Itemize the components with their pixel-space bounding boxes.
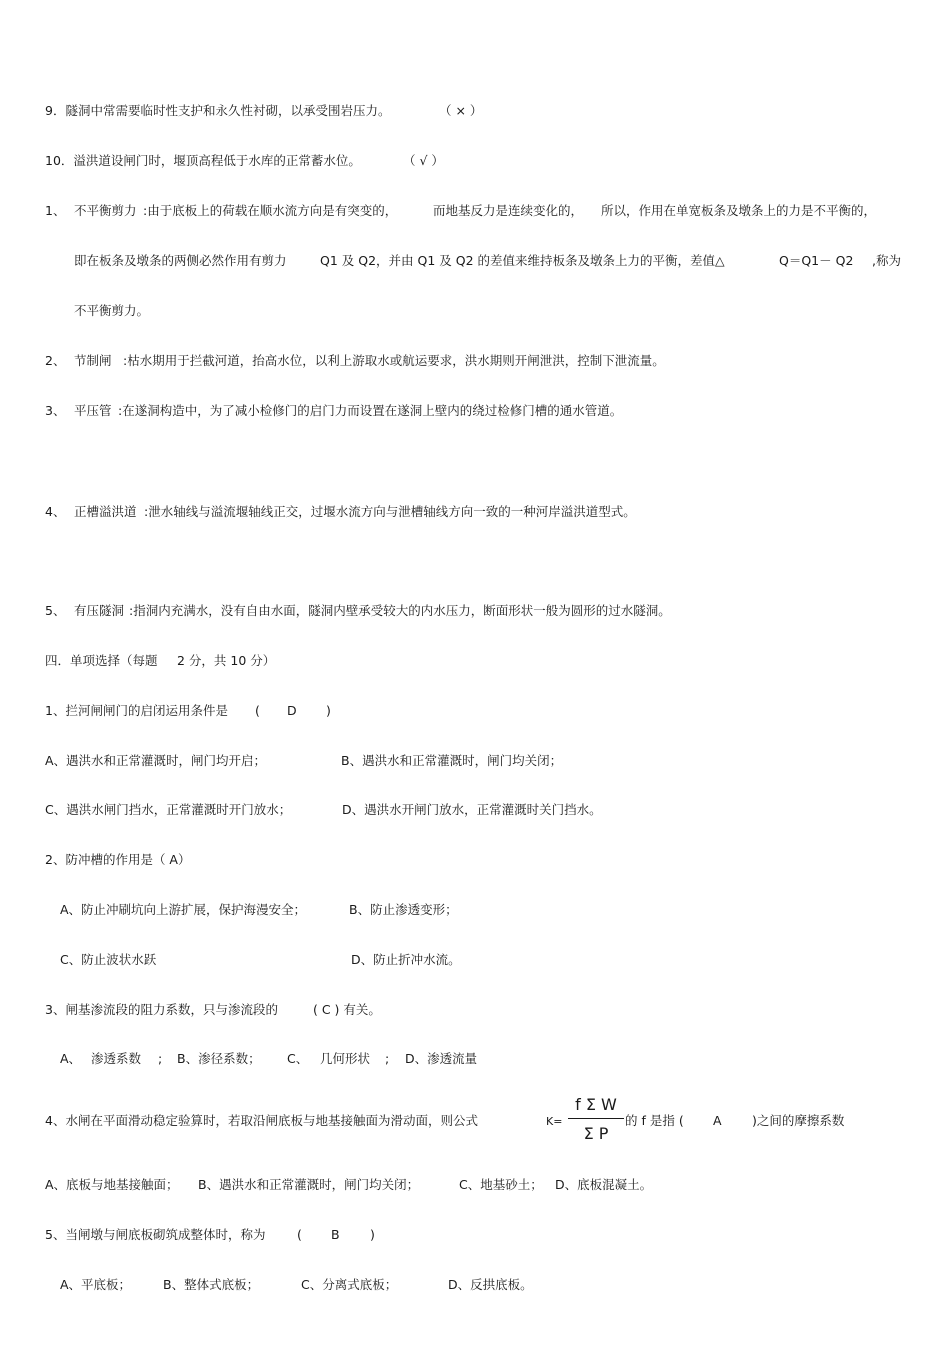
answer-letter: A — [713, 1113, 722, 1128]
definition-1-line-2 — [74, 253, 901, 269]
option-b: B、整体式底板； — [163, 1277, 260, 1292]
definition-1-line-1 — [45, 203, 877, 219]
answer-letter: B — [331, 1227, 340, 1242]
definition-2 — [45, 353, 665, 369]
definition-number: 5、 — [45, 603, 66, 618]
option-c: C、遇洪水闸门挡水，正常灌溉时开门放水； — [45, 802, 292, 817]
option-a-label: A、 — [60, 1051, 82, 1066]
option-c: C、防止波状水跃 — [60, 952, 157, 967]
question-1-stem — [45, 703, 331, 719]
question-1-options-cd — [45, 802, 602, 818]
definition-text: Q＝Q1－ Q2 — [779, 253, 854, 268]
definition-term: 不平衡剪力 — [74, 203, 137, 218]
judgement-item-10 — [45, 153, 444, 169]
definition-text: ,称为 — [872, 253, 901, 268]
section-title-part: 2 分，共 10 分） — [177, 653, 276, 668]
definition-number: 1、 — [45, 203, 66, 218]
question-4-options — [45, 1177, 653, 1193]
friction-formula — [546, 1093, 856, 1145]
question-2-stem — [45, 852, 190, 868]
definition-number: 2、 — [45, 353, 66, 368]
option-c: C、分离式底板； — [301, 1277, 398, 1292]
section-title — [45, 653, 276, 669]
formula-after-text: )之间的摩擦系数 — [752, 1113, 845, 1128]
question-5-stem — [45, 1227, 375, 1243]
answer-paren: ( — [297, 1227, 302, 1242]
definition-text: :由于底板上的荷载在顺水流方向是有突变的， — [143, 203, 398, 218]
section-title-part: 四．单项选择（每题 — [45, 653, 158, 668]
question-stem: 5、当闸墩与闸底板砌筑成整体时，称为 — [45, 1227, 266, 1242]
option-separator: ; — [385, 1051, 390, 1066]
option-c-label: C、 — [287, 1051, 309, 1066]
option-b: B、遇洪水和正常灌溉时，闸门均关闭； — [198, 1177, 420, 1192]
definition-term: 正槽溢洪道 — [74, 504, 137, 519]
question-1-options-ab — [45, 753, 563, 769]
option-a: A、平底板； — [60, 1277, 132, 1292]
option-d: D、防止折冲水流。 — [351, 952, 461, 967]
definition-term: 平压管 — [74, 403, 112, 418]
judgement-text: 9．隧洞中常需要临时性支护和永久性衬砌，以承受围岩压力。 — [45, 103, 391, 118]
option-b: B、遇洪水和正常灌溉时，闸门均关闭； — [341, 753, 563, 768]
question-stem: 2、防冲槽的作用是（ A） — [45, 852, 191, 867]
option-c: C、地基砂土； — [459, 1177, 543, 1192]
definition-text: :指洞内充满水，没有自由水面，隧洞内壁承受较大的内水压力，断面形状一般为圆形的过水隧洞。 — [129, 603, 671, 618]
question-3-stem — [45, 1002, 381, 1018]
option-b: B、渗径系数； — [177, 1051, 261, 1066]
formula-numerator: f Σ W — [575, 1095, 617, 1114]
definition-text: 即在板条及墩条的两侧必然作用有剪力 — [74, 253, 287, 268]
question-2-options-cd — [60, 952, 461, 968]
definition-text: :枯水期用于拦截河道，抬高水位，以利上游取水或航运要求，洪水期则开闸泄洪，控制下泄流量。 — [123, 353, 665, 368]
option-a: A、遇洪水和正常灌溉时，闸门均开启； — [45, 753, 267, 768]
answer-paren: ( — [255, 703, 260, 718]
answer-paren: ) — [326, 703, 331, 718]
definition-3 — [45, 403, 623, 419]
definition-text: :泄水轴线与溢流堰轴线正交，过堰水流方向与泄槽轴线方向一致的一种河岸溢洪道型式。 — [144, 504, 636, 519]
definition-text: 而地基反力是连续变化的， — [433, 203, 584, 218]
definition-number: 4、 — [45, 504, 66, 519]
question-stem: 3、闸基渗流段的阻力系数，只与渗流段的 — [45, 1002, 278, 1017]
question-2-options-ab — [60, 902, 458, 918]
definition-text: :在遂洞构造中，为了减小检修门的启门力而设置在遂洞上壁内的绕过检修门槽的通水管道。 — [118, 403, 623, 418]
option-d: D、反拱底板。 — [448, 1277, 533, 1292]
option-d: D、渗透流量 — [405, 1051, 478, 1066]
judgement-answer: （ × ） — [439, 103, 483, 118]
question-stem: 4、水闸在平面滑动稳定验算时，若取沿闸底板与地基接触面为滑动面，则公式 — [45, 1113, 478, 1128]
option-a: A、底板与地基接触面； — [45, 1177, 179, 1192]
option-a: A、防止冲刷坑向上游扩展，保护海漫安全； — [60, 902, 307, 917]
option-d: D、底板混凝土。 — [555, 1177, 653, 1192]
definition-term: 节制闸 — [74, 353, 112, 368]
formula-denominator: Σ P — [583, 1124, 609, 1143]
judgement-item-9 — [45, 103, 483, 119]
option-a-text: 渗透系数 — [91, 1051, 142, 1066]
option-separator: ; — [158, 1051, 163, 1066]
option-b: B、防止渗透变形； — [349, 902, 458, 917]
definition-text: Q1 及 Q2，并由 Q1 及 Q2 的差值来维持板条及墩条上力的平衡，差值△ — [320, 253, 725, 268]
judgement-answer: （ √ ） — [403, 153, 444, 168]
answer-text: ( C ) 有关。 — [313, 1002, 381, 1017]
question-stem: 1、拦河闸闸门的启闭运用条件是 — [45, 703, 228, 718]
definition-5 — [45, 603, 671, 619]
definition-text: 不平衡剪力。 — [74, 303, 150, 318]
question-3-options — [60, 1051, 478, 1067]
option-c-text: 几何形状 — [320, 1051, 371, 1066]
definition-4 — [45, 504, 636, 520]
option-d: D、遇洪水开闸门放水，正常灌溉时关门挡水。 — [342, 802, 602, 817]
fraction-bar — [568, 1118, 624, 1119]
question-5-options — [60, 1277, 533, 1293]
answer-letter: D — [287, 703, 297, 718]
definition-1-line-3 — [74, 303, 149, 319]
judgement-text: 10．溢洪道设闸门时，堰顶高程低于水库的正常蓄水位。 — [45, 153, 361, 168]
formula-after-text: 的 f 是指 ( — [625, 1113, 684, 1128]
answer-paren: ) — [370, 1227, 375, 1242]
definition-number: 3、 — [45, 403, 66, 418]
definition-term: 有压隧洞 — [74, 603, 125, 618]
definition-text: 所以，作用在单宽板条及墩条上的力是不平衡的， — [601, 203, 877, 218]
formula-k-label: K= — [546, 1115, 563, 1128]
question-4-stem — [45, 1113, 478, 1129]
